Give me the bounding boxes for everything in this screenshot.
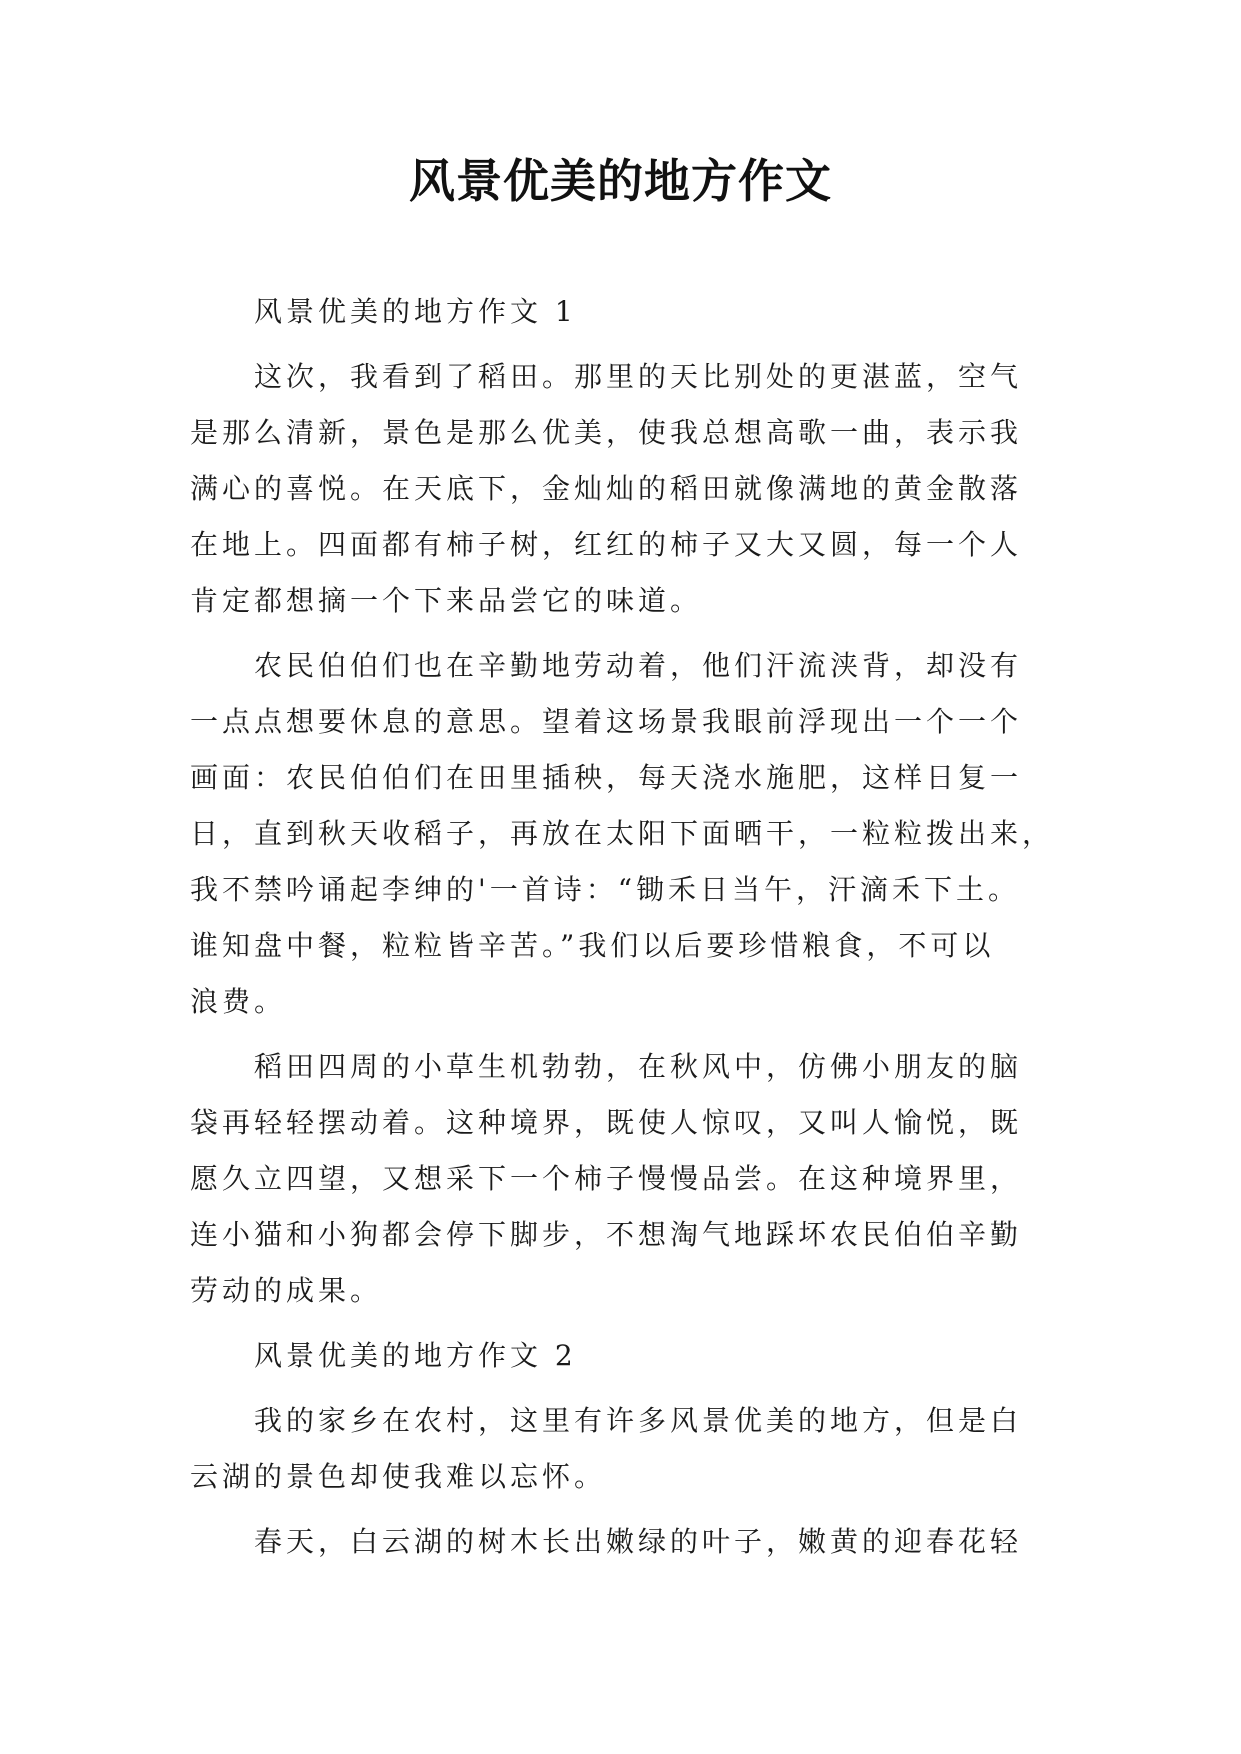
text-line: 云湖的景色却使我难以忘怀。 [190, 1460, 607, 1493]
section-heading-2: 风景优美的地方作文 2 [254, 1339, 577, 1372]
document-body [190, 284, 1055, 1570]
paragraph [190, 349, 1050, 629]
text-line: 画面：农民伯伯们在田里插秧，每天浇水施肥，这样日复一 [190, 761, 1023, 794]
text-line: 这次，我看到了稻田。那里的天比别处的更湛蓝，空气 [254, 360, 1023, 393]
section-heading-1: 风景优美的地方作文 1 [254, 295, 577, 328]
spacer [190, 1384, 1050, 1393]
text-line: 肯定都想摘一个下来品尝它的味道。 [190, 584, 703, 617]
paragraph [190, 1039, 1050, 1319]
text-line: 我不禁吟诵起李绅的'一首诗：“锄禾日当午，汗滴禾下土。 [190, 873, 1021, 906]
spacer [190, 1030, 1050, 1039]
paragraph [190, 1514, 1050, 1570]
text-line: 愿久立四望，又想采下一个柿子慢慢品尝。在这种境界里， [190, 1162, 1023, 1195]
document-title: 风景优美的地方作文 [409, 154, 832, 208]
text-line: 我的家乡在农村，这里有许多风景优美的地方，但是白 [254, 1404, 1023, 1437]
spacer [190, 1505, 1050, 1514]
text-line: 连小猫和小狗都会停下脚步，不想淘气地踩坏农民伯伯辛勤 [190, 1218, 1023, 1251]
text-line: 满心的喜悦。在天底下，金灿灿的稻田就像满地的黄金散落 [190, 472, 1023, 505]
text-line: 劳动的成果。 [190, 1274, 383, 1307]
text-line: 一点点想要休息的意思。望着这场景我眼前浮现出一个一个 [190, 705, 1023, 738]
text-line: 谁知盘中餐，粒粒皆辛苦。”我们以后要珍惜粮食，不可以 [190, 929, 995, 962]
text-line: 春天，白云湖的树木长出嫩绿的叶子，嫩黄的迎春花轻 [254, 1525, 1023, 1558]
text-line: 农民伯伯们也在辛勤地劳动着，他们汗流浃背，却没有 [254, 649, 1023, 682]
text-line: 袋再轻轻摆动着。这种境界，既使人惊叹，又叫人愉悦，既 [190, 1106, 1023, 1139]
spacer [190, 1319, 1050, 1328]
text-line: 是那么清新，景色是那么优美，使我总想高歌一曲，表示我 [190, 416, 1023, 449]
paragraph [190, 1393, 1050, 1505]
text-line: 日，直到秋天收稻子，再放在太阳下面晒干，一粒粒拨出来， [190, 817, 1055, 850]
text-line: 浪费。 [190, 985, 287, 1018]
text-line: 在地上。四面都有柿子树，红红的柿子又大又圆，每一个人 [190, 528, 1023, 561]
paragraph [190, 638, 1055, 1030]
spacer [190, 629, 1050, 638]
spacer [190, 340, 1050, 349]
text-line: 稻田四周的小草生机勃勃，在秋风中，仿佛小朋友的脑 [254, 1050, 1023, 1083]
